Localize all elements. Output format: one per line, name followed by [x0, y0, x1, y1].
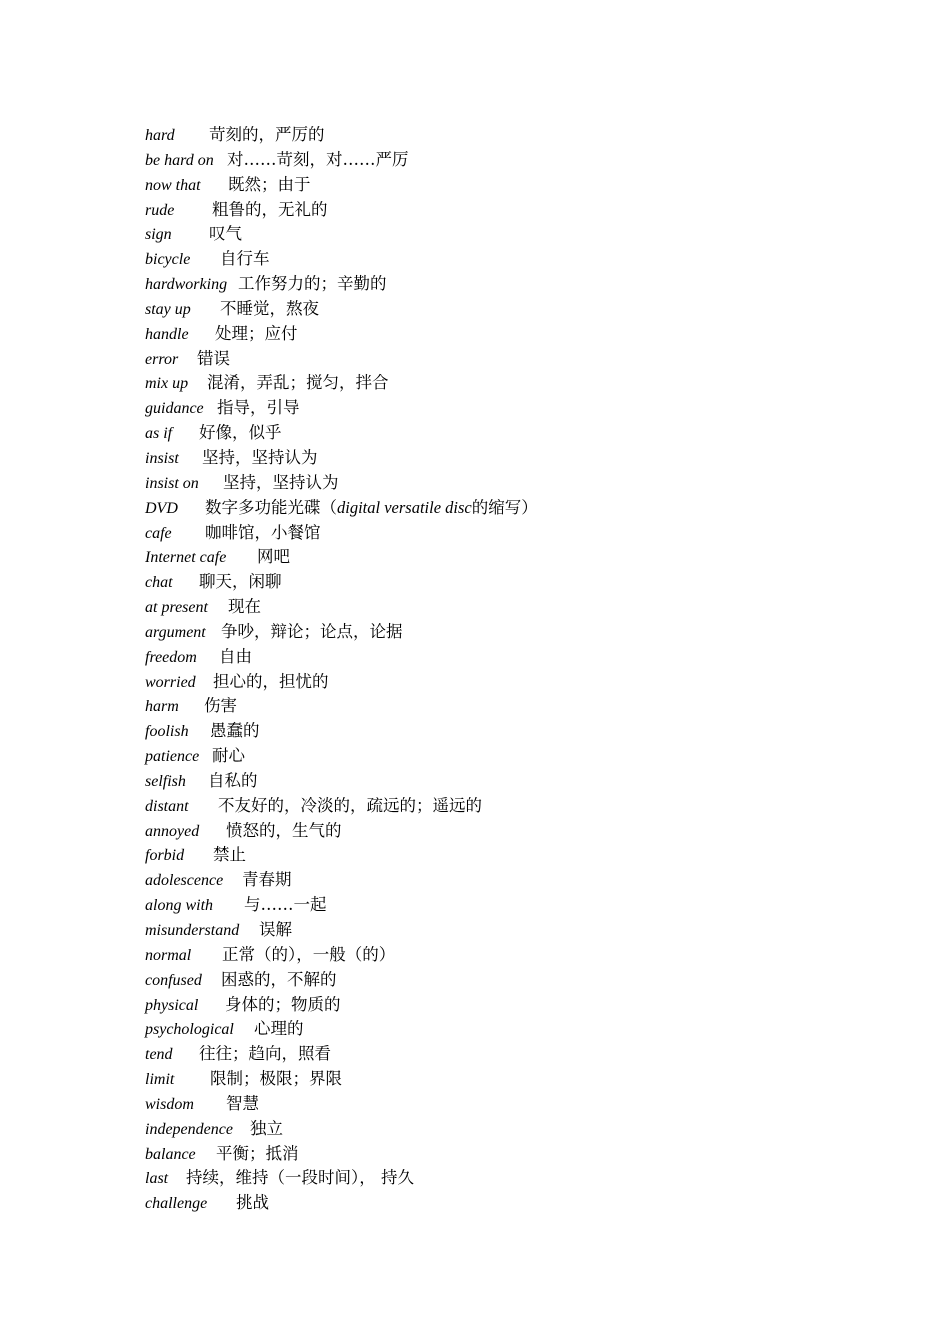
- vocab-entry: [145, 843, 905, 868]
- vocab-word: independence: [145, 1120, 233, 1138]
- vocab-word: mix up: [145, 375, 189, 393]
- vocab-word: limit: [145, 1071, 175, 1089]
- vocab-meaning: 伤害: [204, 696, 237, 716]
- vocab-meaning: 愤怒的，生气的: [226, 820, 342, 840]
- vocab-word: physical: [145, 996, 199, 1014]
- vocab-entry: [145, 1067, 905, 1092]
- vocab-entry: [145, 943, 905, 968]
- vocab-word: confused: [145, 971, 202, 989]
- vocab-entry: [145, 670, 905, 695]
- vocab-word: harm: [145, 698, 179, 716]
- vocab-word: distant: [145, 797, 189, 815]
- vocab-word: selfish: [145, 772, 186, 790]
- vocab-entry: [145, 1142, 905, 1167]
- vocab-entry: [145, 173, 905, 198]
- vocab-entry: [145, 645, 905, 670]
- vocab-entry: [145, 1166, 905, 1191]
- vocab-meaning: 坚持，坚持认为: [223, 472, 339, 492]
- vocab-meaning: 禁止: [213, 845, 246, 865]
- vocab-entry: [145, 446, 905, 471]
- vocab-meaning: 愚蠢的: [210, 721, 260, 741]
- vocab-entry: [145, 570, 905, 595]
- vocab-meaning: 平衡；抵消: [216, 1143, 299, 1163]
- vocab-meaning: 自由: [219, 646, 252, 666]
- vocab-meaning: 担心的，担忧的: [213, 671, 329, 691]
- vocab-word: challenge: [145, 1195, 208, 1213]
- vocab-word: normal: [145, 946, 192, 964]
- vocab-entry: [145, 1117, 905, 1142]
- vocab-entry: [145, 371, 905, 396]
- vocab-entry: [145, 719, 905, 744]
- vocab-entry: [145, 868, 905, 893]
- vocab-entry: [145, 620, 905, 645]
- vocab-entry: [145, 198, 905, 223]
- vocab-meaning: 挑战: [236, 1193, 269, 1213]
- vocab-entry: [145, 1092, 905, 1117]
- vocab-meaning: 耐心: [212, 746, 245, 766]
- vocab-entry: [145, 968, 905, 993]
- vocab-word: psychological: [145, 1021, 234, 1039]
- vocab-entry: [145, 769, 905, 794]
- vocab-entry: [145, 694, 905, 719]
- vocab-entry: [145, 471, 905, 496]
- vocab-entry: [145, 794, 905, 819]
- vocab-word: bicycle: [145, 251, 191, 269]
- vocab-word: wisdom: [145, 1095, 194, 1113]
- vocab-meaning: 好像，似乎: [199, 423, 282, 443]
- vocab-meaning: 聊天，闲聊: [199, 572, 282, 592]
- vocab-entry: [145, 918, 905, 943]
- vocab-meaning: 不友好的，冷淡的，疏远的；遥远的: [218, 795, 482, 815]
- vocab-word: stay up: [145, 300, 191, 318]
- vocab-meaning: 智慧: [226, 1093, 259, 1113]
- vocab-word: hard: [145, 127, 175, 144]
- vocab-meaning: 咖啡馆，小餐馆: [205, 522, 321, 542]
- vocab-entry: [145, 222, 905, 247]
- vocab-word: be hard on: [145, 151, 214, 169]
- vocab-word: forbid: [145, 847, 185, 865]
- vocab-meaning: 独立: [250, 1118, 283, 1138]
- vocab-meaning: 心理的: [254, 1019, 304, 1039]
- vocab-meaning: 混淆，弄乱；搅匀，拌合: [207, 373, 389, 393]
- vocab-entry: [145, 1191, 905, 1216]
- vocab-meaning: 往往；趋向，照看: [199, 1044, 331, 1064]
- vocab-meaning: 不睡觉，熬夜: [220, 298, 319, 318]
- vocab-meaning: 身体的；物质的: [225, 994, 341, 1014]
- vocab-word: argument: [145, 623, 206, 641]
- vocab-word: sign: [145, 226, 172, 244]
- vocab-word: along with: [145, 897, 214, 915]
- vocab-word: handle: [145, 325, 189, 343]
- vocab-meaning-part: 数字多功能光碟（: [205, 497, 337, 517]
- vocab-entry: [145, 347, 905, 372]
- vocab-meaning: 持续，维持（一段时间）， 持久: [186, 1168, 414, 1188]
- vocab-entry: [145, 521, 905, 546]
- vocab-word: freedom: [145, 648, 197, 666]
- vocab-meaning: 粗鲁的，无礼的: [212, 199, 328, 219]
- vocab-word: worried: [145, 673, 196, 691]
- vocab-meaning: 工作努力的；辛勤的: [238, 274, 387, 294]
- vocab-entry: [145, 595, 905, 620]
- vocab-entry: [145, 247, 905, 272]
- vocab-word: insist: [145, 449, 179, 467]
- vocab-entry: [145, 1042, 905, 1067]
- vocab-word: insist on: [145, 474, 199, 492]
- vocab-entry: [145, 297, 905, 322]
- vocab-word: chat: [145, 574, 173, 592]
- vocab-entry: [145, 148, 905, 173]
- vocab-meaning: 限制；极限；界限: [210, 1069, 342, 1089]
- vocab-meaning: 网吧: [257, 547, 290, 567]
- vocab-meaning: 正常（的），一般（的）: [222, 944, 396, 964]
- vocab-meaning: 指导，引导: [217, 398, 300, 418]
- vocab-entry: [145, 272, 905, 297]
- vocab-meaning-part: 的缩写）: [471, 497, 538, 517]
- vocab-meaning: 坚持，坚持认为: [202, 447, 318, 467]
- vocab-word: error: [145, 350, 179, 368]
- vocab-word: patience: [145, 748, 200, 766]
- vocab-meaning: [205, 496, 538, 521]
- vocab-word: annoyed: [145, 822, 200, 840]
- vocab-meaning: 困惑的，不解的: [221, 969, 337, 989]
- vocab-word: Internet cafe: [145, 549, 227, 567]
- vocab-meaning: 误解: [259, 920, 292, 939]
- vocab-entry: [145, 993, 905, 1018]
- vocab-word: adolescence: [145, 872, 224, 890]
- vocab-entry: [145, 893, 905, 918]
- vocab-meaning: 现在: [228, 597, 261, 617]
- vocab-word: at present: [145, 599, 208, 617]
- vocab-word: last: [145, 1170, 169, 1188]
- vocab-meaning: 自行车: [220, 249, 270, 269]
- vocab-word: cafe: [145, 524, 172, 542]
- vocab-word: now that: [145, 176, 201, 194]
- vocab-word: balance: [145, 1145, 196, 1163]
- vocab-meaning: 既然；由于: [228, 174, 311, 194]
- vocab-entry: [145, 819, 905, 844]
- vocab-word: rude: [145, 201, 175, 219]
- vocab-word: as if: [145, 425, 173, 443]
- vocab-word: tend: [145, 1046, 173, 1064]
- vocab-meaning: 青春期: [242, 870, 292, 890]
- vocab-entry: [145, 123, 905, 148]
- vocabulary-list: [145, 123, 905, 1216]
- vocab-entry: [145, 322, 905, 347]
- vocab-meaning: 处理；应付: [215, 323, 298, 343]
- vocab-word: DVD: [145, 499, 178, 517]
- vocab-meaning: 自私的: [208, 770, 258, 790]
- vocab-word: misunderstand: [145, 922, 240, 939]
- vocab-entry: [145, 744, 905, 769]
- vocab-entry: [145, 1017, 905, 1042]
- vocab-word: guidance: [145, 400, 204, 418]
- vocab-meaning: 对……苛刻，对……严厉: [227, 149, 409, 169]
- vocab-meaning: 叹气: [209, 224, 242, 244]
- vocab-meaning-english: digital versatile disc: [337, 497, 472, 517]
- vocab-entry: [145, 496, 905, 521]
- vocab-meaning: 苛刻的，严厉的: [209, 125, 325, 144]
- vocab-word: foolish: [145, 723, 189, 741]
- vocab-entry: [145, 421, 905, 446]
- vocab-word: hardworking: [145, 276, 228, 294]
- vocab-meaning: 与……一起: [244, 895, 327, 915]
- vocab-entry: [145, 545, 905, 570]
- vocab-entry: [145, 396, 905, 421]
- vocab-meaning: 错误: [197, 348, 230, 368]
- vocab-meaning: 争吵，辩论；论点，论据: [221, 621, 403, 641]
